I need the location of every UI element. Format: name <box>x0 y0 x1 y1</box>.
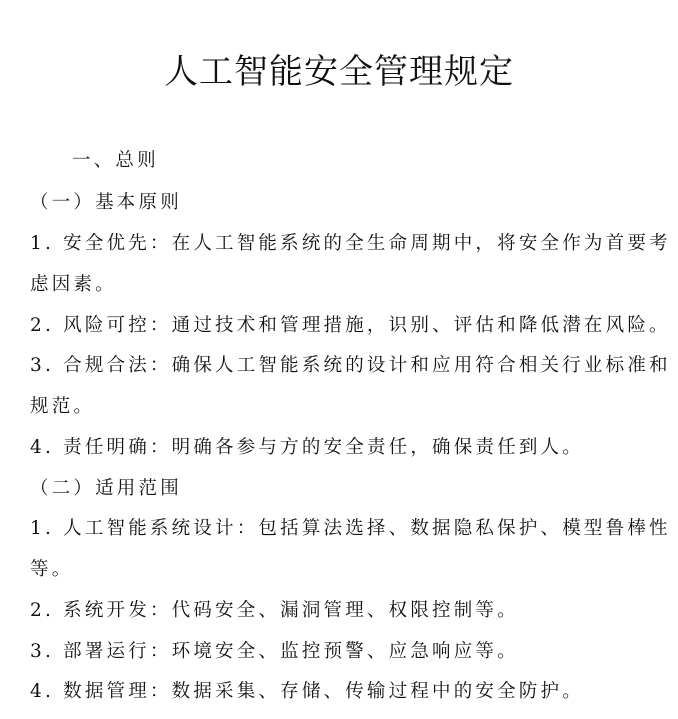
subsection-heading-basic-principles: （一）基本原则 <box>30 192 182 213</box>
section-heading-general: 一、总则 <box>72 150 159 171</box>
subsection-heading-scope: （二）适用范围 <box>30 478 182 499</box>
document-title: 人工智能安全管理规定 <box>164 52 514 92</box>
paragraph-line: 3. 合规合法：确保人工智能系统的设计和应用符合相关行业标准和 <box>30 355 671 376</box>
paragraph-line: 2. 系统开发：代码安全、漏洞管理、权限控制等。 <box>30 600 519 621</box>
paragraph-line: 1. 人工智能系统设计：包括算法选择、数据隐私保护、模型鲁棒性 <box>30 518 671 539</box>
paragraph-line: 4. 责任明确：明确各参与方的安全责任，确保责任到人。 <box>30 437 584 458</box>
paragraph-line: 3. 部署运行：环境安全、监控预警、应急响应等。 <box>30 641 519 662</box>
paragraph-line: 等。 <box>30 559 74 580</box>
paragraph-line: 规范。 <box>30 396 96 417</box>
paragraph-line: 4. 数据管理：数据采集、存储、传输过程中的安全防护。 <box>30 681 584 702</box>
paragraph-line: 2. 风险可控：通过技术和管理措施，识别、评估和降低潜在风险。 <box>30 315 671 336</box>
paragraph-line: 1. 安全优先：在人工智能系统的全生命周期中，将安全作为首要考 <box>30 233 671 254</box>
paragraph-line: 虑因素。 <box>30 274 117 295</box>
